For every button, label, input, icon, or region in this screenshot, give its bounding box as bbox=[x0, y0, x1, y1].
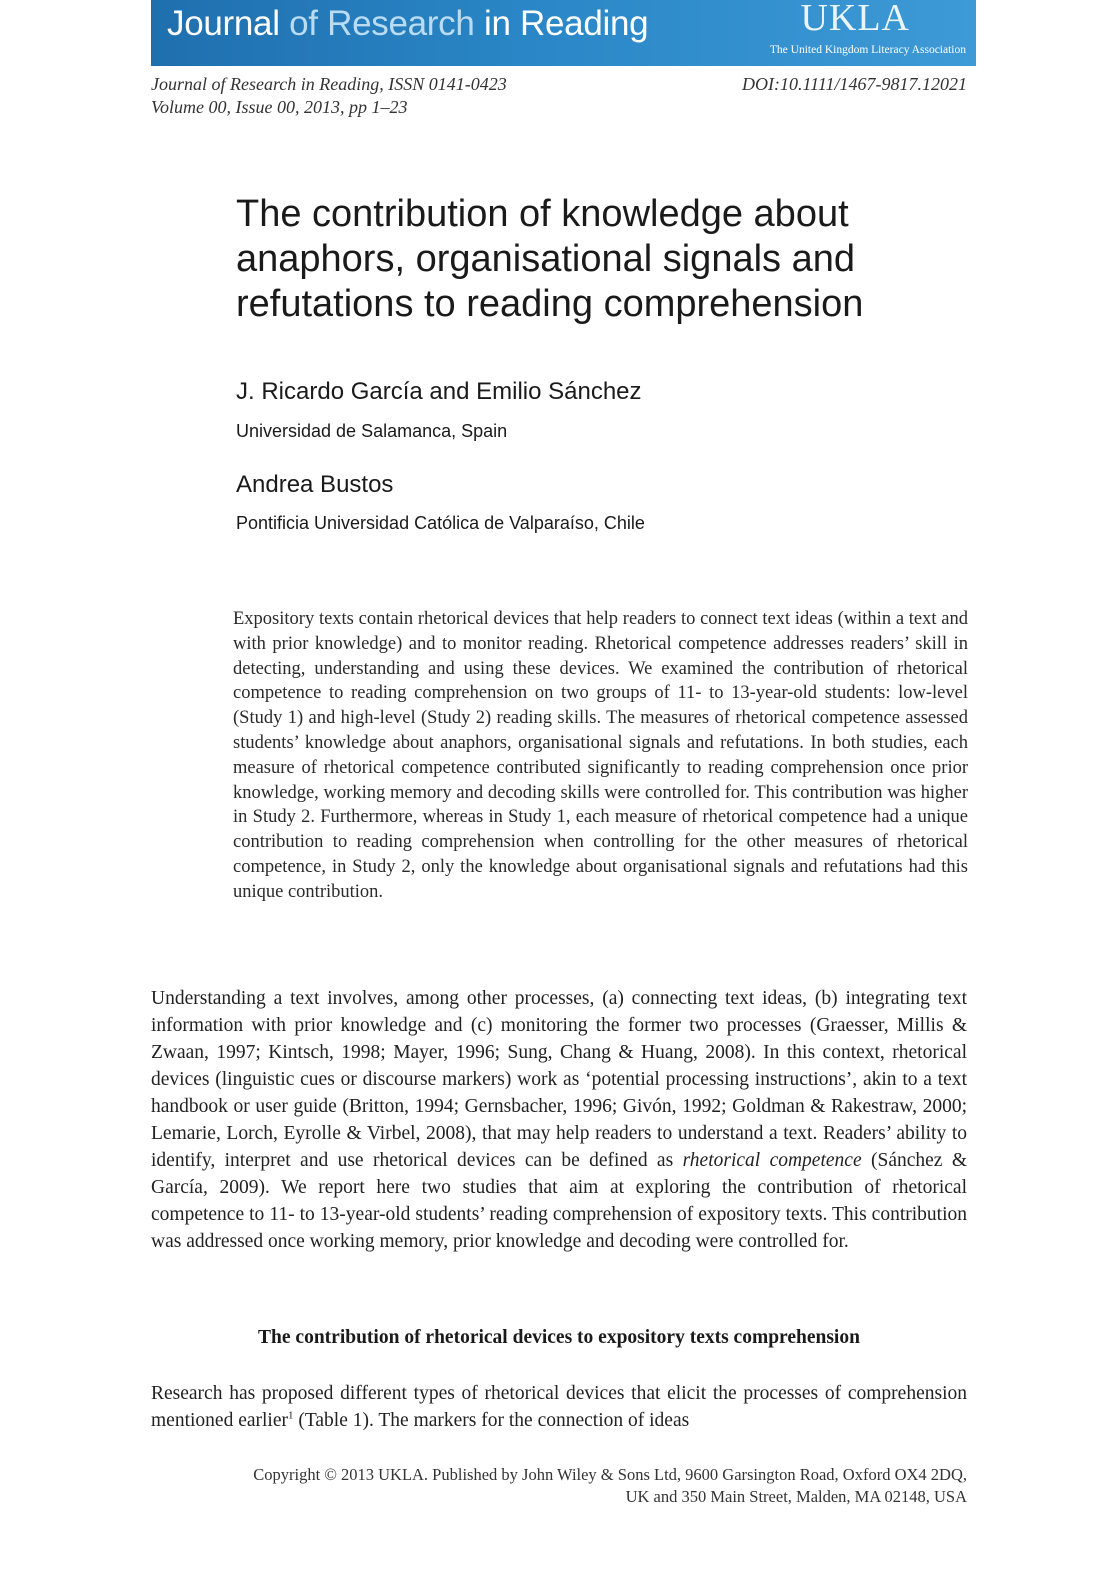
intro-text-1: Understanding a text involves, among other processes, (a) connecting text ideas, (b) integrating text information with prior knowledge and (c) monitoring the former two processes (Graesser, Millis & Zwaan, 1997; Kintsch, 1998; Mayer, 1996; Sung, Chang & Huang, 2008). In this context, rhetorical devices (linguistic cues or discourse markers) work as ‘potential processing instructions’, akin to a text handbook or user guide (Britton, 1994; Gernsbacher, 1996; Givón, 1992; Goldman & Rakestraw, 2000; Lemarie, Lorch, Eyrolle & Virbel, 2008), that may help readers to understand a text. Readers’ ability to identify, interpret and use rhetorical devices can be defined as bbox=[151, 988, 967, 1171]
section-text-1: Research has proposed different types of rhetorical devices that elicit the processes of comprehension mentioned earlier bbox=[151, 1383, 967, 1431]
abstract: Expository texts contain rhetorical devices that help readers to connect text ideas (within a text and with prior knowledge) and to monitor reading. Rhetorical competence addresses readers’ skill in detecting, understanding and using these devices. We examined the contribution of rhetorical competence to reading comprehension on two groups of 11- to 13-year-old students: low-level (Study 1) and high-level (Study 2) reading skills. The measures of rhetorical competence assessed students’ knowledge about anaphors, organisational signals and refutations. In both studies, each measure of rhetorical competence contributed significantly to reading comprehension once prior knowledge, working memory and decoding skills were controlled for. This contribution was higher in Study 2. Furthermore, whereas in Study 1, each measure of rhetorical competence had a unique contribution to reading comprehension when controlling for the other measures of rhetorical competence, in Study 2, only the knowledge about organisational signals and refutations had this unique contribution. bbox=[233, 609, 968, 902]
footnote-mark: 1 bbox=[287, 1409, 294, 1422]
section-text-2: (Table 1). The markers for the connection of ideas bbox=[293, 1410, 690, 1431]
section-paragraph bbox=[151, 1380, 967, 1434]
journal-name bbox=[167, 4, 648, 44]
author-affiliation-1: Universidad de Salamanca, Spain bbox=[236, 421, 508, 441]
intro-paragraph bbox=[151, 985, 967, 1255]
journal-name-part2: of Research bbox=[289, 4, 484, 43]
journal-name-part1: Journal bbox=[167, 4, 290, 43]
citation-info bbox=[151, 73, 507, 119]
copyright-footer bbox=[253, 1464, 967, 1508]
author-names-1: J. Ricardo García and Emilio Sánchez bbox=[236, 378, 642, 405]
article-title: The contribution of knowledge about anaphors, organisational signals and refutations to reading comprehension bbox=[236, 193, 864, 325]
doi: DOI:10.1111/1467-9817.12021 bbox=[742, 74, 967, 94]
ukla-logo: UKLA bbox=[800, 0, 910, 39]
intro-text-2: (Sánchez & García, 2009). We report here two studies that aim at exploring the contribution of rhetorical competence to 11- to 13-year-old students’ reading comprehension of expository texts. This contribution was addressed once working memory, prior knowledge and decoding were controlled for. bbox=[151, 1150, 967, 1252]
ukla-subtitle: The United Kingdom Literacy Association bbox=[769, 44, 966, 56]
intro-emphasis: rhetorical competence bbox=[682, 1150, 862, 1171]
copyright-line-1: Copyright © 2013 UKLA. Published by John Wiley & Sons Ltd, 9600 Garsington Road, Oxford OX4 2DQ, bbox=[253, 1465, 967, 1484]
citation-line-2: Volume 00, Issue 00, 2013, pp 1–23 bbox=[151, 97, 408, 117]
author-names-2: Andrea Bustos bbox=[236, 471, 394, 498]
journal-banner bbox=[151, 0, 976, 66]
author-affiliation-2: Pontificia Universidad Católica de Valparaíso, Chile bbox=[236, 513, 645, 533]
journal-name-part3: in Reading bbox=[483, 4, 649, 43]
copyright-line-2: UK and 350 Main Street, Malden, MA 02148, USA bbox=[625, 1487, 967, 1506]
citation-line-1: Journal of Research in Reading, ISSN 0141-0423 bbox=[151, 74, 507, 94]
section-heading: The contribution of rhetorical devices to expository texts comprehension bbox=[258, 1327, 860, 1348]
